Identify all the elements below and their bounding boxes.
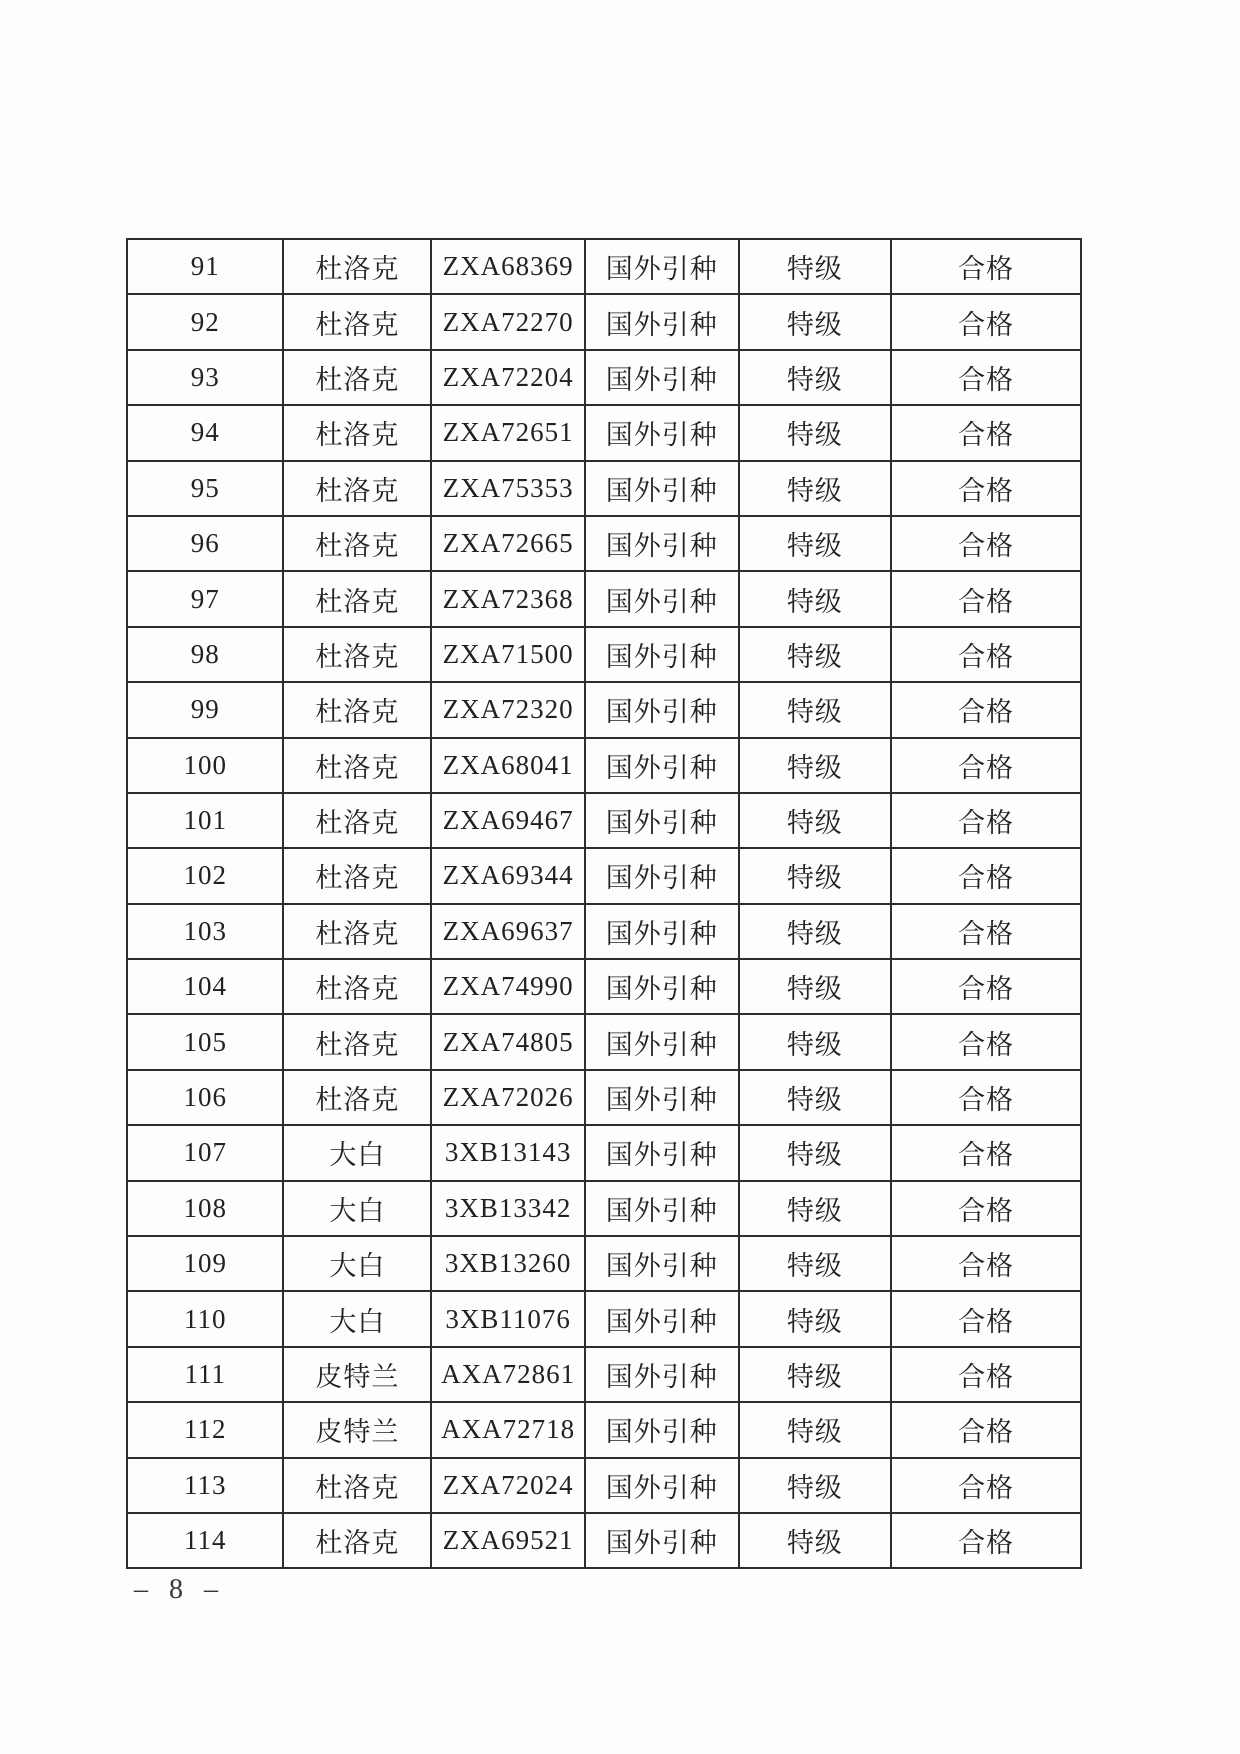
cell-no: 96: [127, 516, 283, 571]
cell-source: 国外引种: [585, 959, 739, 1014]
cell-grade: 特级: [739, 1402, 892, 1457]
cell-result: 合格: [891, 1291, 1081, 1346]
cell-grade: 特级: [739, 571, 892, 626]
cell-grade: 特级: [739, 1513, 892, 1568]
cell-result: 合格: [891, 239, 1081, 294]
table-row: [127, 1458, 1081, 1513]
table-row: [127, 1513, 1081, 1568]
cell-breed: 杜洛克: [283, 571, 431, 626]
cell-no: 107: [127, 1125, 283, 1180]
cell-no: 109: [127, 1236, 283, 1291]
table-row: [127, 682, 1081, 737]
cell-grade: 特级: [739, 1125, 892, 1180]
cell-source: 国外引种: [585, 1236, 739, 1291]
cell-result: 合格: [891, 405, 1081, 460]
cell-no: 111: [127, 1347, 283, 1402]
table-row: [127, 1014, 1081, 1069]
table-row: [127, 1236, 1081, 1291]
cell-no: 114: [127, 1513, 283, 1568]
cell-grade: 特级: [739, 738, 892, 793]
cell-id: ZXA69467: [431, 793, 585, 848]
cell-no: 97: [127, 571, 283, 626]
cell-result: 合格: [891, 627, 1081, 682]
cell-breed: 皮特兰: [283, 1402, 431, 1457]
cell-breed: 杜洛克: [283, 239, 431, 294]
cell-breed: 杜洛克: [283, 904, 431, 959]
cell-source: 国外引种: [585, 1014, 739, 1069]
cell-no: 93: [127, 350, 283, 405]
cell-no: 112: [127, 1402, 283, 1457]
cell-breed: 杜洛克: [283, 738, 431, 793]
cell-id: ZXA72270: [431, 294, 585, 349]
cell-source: 国外引种: [585, 516, 739, 571]
cell-breed: 大白: [283, 1291, 431, 1346]
cell-result: 合格: [891, 1402, 1081, 1457]
cell-no: 102: [127, 848, 283, 903]
cell-source: 国外引种: [585, 1125, 739, 1180]
cell-result: 合格: [891, 904, 1081, 959]
cell-grade: 特级: [739, 1181, 892, 1236]
cell-result: 合格: [891, 1070, 1081, 1125]
table-row: [127, 848, 1081, 903]
cell-no: 108: [127, 1181, 283, 1236]
cell-no: 91: [127, 239, 283, 294]
cell-source: 国外引种: [585, 294, 739, 349]
cell-breed: 皮特兰: [283, 1347, 431, 1402]
cell-result: 合格: [891, 1014, 1081, 1069]
cell-id: ZXA68041: [431, 738, 585, 793]
cell-breed: 杜洛克: [283, 350, 431, 405]
cell-result: 合格: [891, 350, 1081, 405]
table-row: [127, 350, 1081, 405]
cell-id: ZXA69637: [431, 904, 585, 959]
table-row: [127, 1125, 1081, 1180]
cell-id: 3XB13260: [431, 1236, 585, 1291]
cell-result: 合格: [891, 516, 1081, 571]
cell-id: ZXA72665: [431, 516, 585, 571]
table-row: [127, 1402, 1081, 1457]
cell-id: 3XB13342: [431, 1181, 585, 1236]
cell-id: 3XB11076: [431, 1291, 585, 1346]
cell-id: ZXA72024: [431, 1458, 585, 1513]
cell-grade: 特级: [739, 1347, 892, 1402]
cell-source: 国外引种: [585, 350, 739, 405]
table-row: [127, 1291, 1081, 1346]
cell-grade: 特级: [739, 516, 892, 571]
cell-breed: 杜洛克: [283, 848, 431, 903]
cell-result: 合格: [891, 461, 1081, 516]
cell-breed: 杜洛克: [283, 793, 431, 848]
cell-breed: 杜洛克: [283, 682, 431, 737]
cell-source: 国外引种: [585, 793, 739, 848]
cell-grade: 特级: [739, 405, 892, 460]
cell-source: 国外引种: [585, 1513, 739, 1568]
cell-no: 113: [127, 1458, 283, 1513]
cell-grade: 特级: [739, 1458, 892, 1513]
cell-id: ZXA68369: [431, 239, 585, 294]
table-row: [127, 793, 1081, 848]
table-row: [127, 294, 1081, 349]
cell-grade: 特级: [739, 1236, 892, 1291]
cell-grade: 特级: [739, 682, 892, 737]
cell-source: 国外引种: [585, 405, 739, 460]
cell-no: 104: [127, 959, 283, 1014]
cell-grade: 特级: [739, 1070, 892, 1125]
cell-grade: 特级: [739, 1291, 892, 1346]
cell-result: 合格: [891, 738, 1081, 793]
cell-breed: 大白: [283, 1181, 431, 1236]
table-row: [127, 1181, 1081, 1236]
table-row: [127, 904, 1081, 959]
cell-id: AXA72718: [431, 1402, 585, 1457]
cell-source: 国外引种: [585, 1458, 739, 1513]
cell-breed: 大白: [283, 1236, 431, 1291]
cell-breed: 杜洛克: [283, 1513, 431, 1568]
table-row: [127, 571, 1081, 626]
cell-breed: 大白: [283, 1125, 431, 1180]
cell-result: 合格: [891, 1125, 1081, 1180]
table-row: [127, 627, 1081, 682]
cell-result: 合格: [891, 848, 1081, 903]
cell-no: 105: [127, 1014, 283, 1069]
cell-source: 国外引种: [585, 627, 739, 682]
cell-breed: 杜洛克: [283, 294, 431, 349]
cell-source: 国外引种: [585, 1347, 739, 1402]
cell-result: 合格: [891, 1458, 1081, 1513]
cell-grade: 特级: [739, 959, 892, 1014]
cell-id: ZXA74990: [431, 959, 585, 1014]
qualification-table: [126, 238, 1082, 1569]
cell-result: 合格: [891, 682, 1081, 737]
cell-no: 95: [127, 461, 283, 516]
table-body: [127, 239, 1081, 1568]
cell-breed: 杜洛克: [283, 516, 431, 571]
cell-grade: 特级: [739, 294, 892, 349]
cell-no: 99: [127, 682, 283, 737]
cell-no: 103: [127, 904, 283, 959]
cell-id: ZXA69521: [431, 1513, 585, 1568]
cell-result: 合格: [891, 959, 1081, 1014]
table-row: [127, 1347, 1081, 1402]
cell-source: 国外引种: [585, 1070, 739, 1125]
cell-id: ZXA71500: [431, 627, 585, 682]
cell-grade: 特级: [739, 1014, 892, 1069]
cell-result: 合格: [891, 294, 1081, 349]
cell-id: ZXA72204: [431, 350, 585, 405]
cell-breed: 杜洛克: [283, 1070, 431, 1125]
table-row: [127, 461, 1081, 516]
cell-no: 100: [127, 738, 283, 793]
cell-id: ZXA75353: [431, 461, 585, 516]
cell-source: 国外引种: [585, 904, 739, 959]
cell-source: 国外引种: [585, 1402, 739, 1457]
cell-source: 国外引种: [585, 1291, 739, 1346]
cell-result: 合格: [891, 1236, 1081, 1291]
cell-breed: 杜洛克: [283, 1458, 431, 1513]
cell-grade: 特级: [739, 793, 892, 848]
cell-result: 合格: [891, 1513, 1081, 1568]
cell-source: 国外引种: [585, 239, 739, 294]
cell-breed: 杜洛克: [283, 1014, 431, 1069]
cell-grade: 特级: [739, 848, 892, 903]
table-row: [127, 405, 1081, 460]
cell-no: 110: [127, 1291, 283, 1346]
cell-id: ZXA74805: [431, 1014, 585, 1069]
cell-id: ZXA69344: [431, 848, 585, 903]
cell-no: 92: [127, 294, 283, 349]
cell-grade: 特级: [739, 350, 892, 405]
cell-breed: 杜洛克: [283, 959, 431, 1014]
cell-id: ZXA72026: [431, 1070, 585, 1125]
cell-no: 94: [127, 405, 283, 460]
cell-source: 国外引种: [585, 1181, 739, 1236]
cell-id: 3XB13143: [431, 1125, 585, 1180]
page-number: – 8 –: [134, 1574, 225, 1605]
cell-no: 101: [127, 793, 283, 848]
cell-id: AXA72861: [431, 1347, 585, 1402]
cell-source: 国外引种: [585, 571, 739, 626]
cell-grade: 特级: [739, 239, 892, 294]
table-row: [127, 516, 1081, 571]
table-row: [127, 738, 1081, 793]
cell-id: ZXA72368: [431, 571, 585, 626]
cell-source: 国外引种: [585, 461, 739, 516]
cell-source: 国外引种: [585, 848, 739, 903]
cell-breed: 杜洛克: [283, 627, 431, 682]
cell-no: 106: [127, 1070, 283, 1125]
table-row: [127, 1070, 1081, 1125]
cell-breed: 杜洛克: [283, 461, 431, 516]
cell-grade: 特级: [739, 904, 892, 959]
cell-breed: 杜洛克: [283, 405, 431, 460]
cell-id: ZXA72320: [431, 682, 585, 737]
table-row: [127, 959, 1081, 1014]
cell-result: 合格: [891, 571, 1081, 626]
cell-id: ZXA72651: [431, 405, 585, 460]
cell-result: 合格: [891, 1181, 1081, 1236]
table-row: [127, 239, 1081, 294]
cell-source: 国外引种: [585, 682, 739, 737]
cell-no: 98: [127, 627, 283, 682]
cell-source: 国外引种: [585, 738, 739, 793]
cell-grade: 特级: [739, 461, 892, 516]
cell-result: 合格: [891, 793, 1081, 848]
cell-result: 合格: [891, 1347, 1081, 1402]
cell-grade: 特级: [739, 627, 892, 682]
